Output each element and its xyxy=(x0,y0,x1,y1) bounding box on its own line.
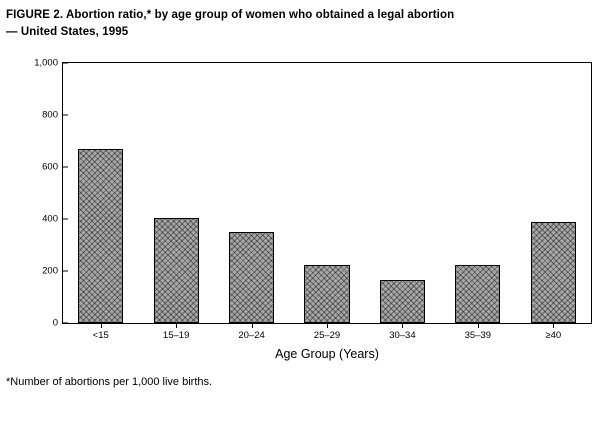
x-axis-tick-mark xyxy=(553,323,554,328)
x-axis-tick-mark xyxy=(176,323,177,328)
bar xyxy=(304,265,349,323)
x-axis-tick-mark xyxy=(101,323,102,328)
x-axis-tick-label: <15 xyxy=(92,330,109,341)
x-axis-title: Age Group (Years) xyxy=(275,347,379,361)
x-axis-tick-mark xyxy=(327,323,328,328)
bar-series xyxy=(63,63,591,323)
y-axis-tick-label: 600 xyxy=(42,161,58,173)
x-axis-tick-mark xyxy=(252,323,253,328)
y-axis-tick-label: 0 xyxy=(52,317,58,329)
bar xyxy=(78,149,123,323)
bar xyxy=(531,222,576,323)
bar xyxy=(380,280,425,323)
y-axis-tick-label: 200 xyxy=(42,265,58,277)
plot-area xyxy=(34,57,592,341)
x-axis-tick-label: 25–29 xyxy=(313,330,341,341)
figure-title xyxy=(6,7,566,41)
bar xyxy=(229,232,274,323)
figure-title-line1: FIGURE 2. Abortion ratio,* by age group of women who obtained a legal abortion xyxy=(6,9,455,21)
x-axis-tick-mark xyxy=(402,323,403,328)
x-axis-tick-label: 15–19 xyxy=(162,330,190,341)
bar xyxy=(455,265,500,323)
x-axis-tick-label: 20–24 xyxy=(238,330,265,341)
bar xyxy=(154,218,199,323)
x-axis-tick-mark xyxy=(478,323,479,328)
figure-title-line2: — United States, 1995 xyxy=(6,26,129,38)
figure-footnote: *Number of abortions per 1,000 live births. xyxy=(6,376,213,388)
x-axis-tick-label: ≥40 xyxy=(545,330,562,341)
x-axis-tick-label: 30–34 xyxy=(389,330,416,341)
y-axis-tick-label: 800 xyxy=(42,109,58,121)
y-axis-tick-label: 400 xyxy=(42,213,58,225)
y-axis-tick-label: 1,000 xyxy=(34,57,58,69)
x-axis-tick-label: 35–39 xyxy=(464,330,492,341)
